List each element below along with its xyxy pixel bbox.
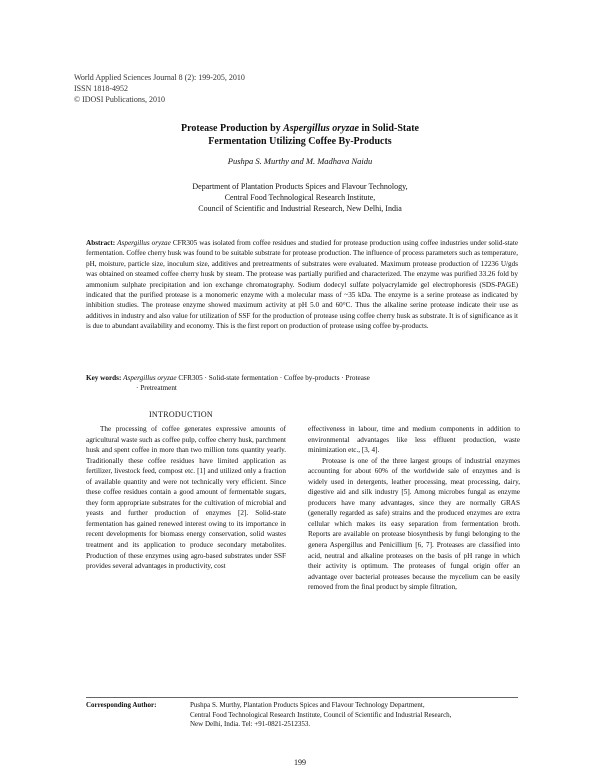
section-heading-introduction: INTRODUCTION [148, 410, 214, 419]
title-post: in Solid-State [358, 123, 419, 134]
abstract-text: CFR305 was isolated from coffee residues and studied for protease production using coffee industries under solid-state fermentation. Coffee cherry husk was found to be suitable substrate for protease production. The influence of process parameters such as temperature, pH, moisture, particle size, inoculum size, additives and pretreatments of substrates were evaluated. Maximum protease production of 12236 U/gds was obtained on steamed coffee cherry husk by steam. The protease was partially purified and characterized. The enzyme was purified 33.26 fold by ammonium sulphate precipitation and ion exchange chromatography. Sodium dodecyl sulfate polyacrylamide gel electrophoresis (SDS-PAGE) indicated that the purified protease is a monomeric enzyme with a molecular mass of ~35 kDa. The enzyme is a serine protease as indicated by inhibition studies. The protease enzyme showed maximum activity at pH 5.0 and 60°C. Thus the alkaline serine protease indicate their use as additives in industry and also value for utilization of SSF for the production of protease using coffee cherry husk as substrate. It is of significance as it is due to abundant availability and economy. This is the first report on production of protease using coffee by-products. [86, 239, 519, 331]
affiliation-line-1: Department of Plantation Products Spices and Flavour Technology, [192, 182, 408, 191]
intro-left-column [86, 424, 286, 572]
journal-citation: World Applied Sciences Journal 8 (2): 199-205, 2010 [74, 73, 245, 82]
intro-paragraph-1-continued: effectiveness in labour, time and medium components in addition to environmental advantages like less effluent production, waste minimization etc., [3, 4]. [308, 425, 520, 455]
title-line-2: Fermentation Utilizing Coffee By-Products [208, 136, 392, 147]
abstract-organism: Aspergillus oryzae [117, 239, 171, 247]
journal-copyright: © IDOSI Publications, 2010 [74, 95, 165, 104]
affiliation [60, 181, 540, 214]
footer-divider [86, 697, 518, 698]
journal-issn: ISSN 1818-4952 [74, 84, 129, 93]
affiliation-line-3: Council of Scientific and Industrial Research, New Delhi, India [198, 204, 402, 213]
corresponding-author-label: Corresponding Author: [86, 701, 157, 709]
intro-right-column [308, 424, 520, 593]
keywords [86, 373, 518, 394]
authors: Pushpa S. Murthy and M. Madhava Naidu [227, 156, 373, 166]
keywords-organism: Aspergillus oryzae [123, 374, 177, 382]
abstract [86, 238, 518, 332]
affiliation-line-2: Central Food Technological Research Institute, [224, 193, 376, 202]
corresponding-author-footer [86, 701, 526, 730]
intro-paragraph-2: Protease is one of the three largest groups of industrial enzymes accounting for about 60% of the worldwide sale of enzymes and is widely used in detergents, leather processing, meat processing, dairy, digestive aid and silk industry [5]. Among microbes fungal as enzyme producers have many advantages, since they are normally GRAS (generally regarded as safe) strains and the produced enzymes are extra cellular which makes its easy separation from fermentation broth. Reports are available on protease biosynthesis by fungi belonging to the genera Aspergillus and Penicillium [6, 7]. Proteases are classified into acid, neutral and alkaline proteases on the basis of pH range in which their activity is optimum. The proteases of fungal origin offer an advantage over bacterial proteases because the mycelium can be easily removed from the final product by simple filtration, [308, 456, 520, 592]
corresponding-author-line-1: Pushpa S. Murthy, Plantation Products Spices and Flavour Technology Department, [190, 701, 425, 709]
corresponding-author-line-2: Central Food Technological Research Institute, Council of Scientific and Industrial Research, [190, 710, 452, 719]
journal-header [74, 72, 245, 105]
title-pre: Protease Production by [181, 123, 284, 134]
corresponding-author-line-3: New Delhi, India. Tel: +91-0821-2512353. [190, 720, 311, 728]
intro-paragraph-1: The processing of coffee generates expressive amounts of agricultural waste such as coffee pulp, coffee cherry husk, parchment husk and spent coffee in more than two million tons quantity yearly. Traditionally these coffee residues have limited application as fertilizer, livestock feed, compost etc. [1] and utilized only a fraction of available quantity and were not technically very efficient. Since these coffee residues contain a good amount of fermentable sugars, they form appropriate substrates for the cultivation of microbial and yeasts and further production of enzymes [2]. Solid-state fermentation has gained renewed interest owing to its importance in recent developments for biomass energy conservation, solid wastes treatment and its application to produce secondary metabolites. Production of these enzymes using agro-based substrates under SSF provides several advantages in productivity, cost [86, 425, 286, 571]
keywords-list: CFR305 · Solid-state fermentation · Coffee by-products · Protease [176, 374, 370, 382]
paper-title [60, 122, 540, 148]
keywords-label: Key words: [86, 374, 122, 382]
abstract-label: Abstract: [86, 239, 116, 247]
title-organism: Aspergillus oryzae [283, 123, 359, 134]
keywords-list-continued: · Pretreatment [136, 384, 177, 393]
page-number: 199 [294, 758, 306, 767]
